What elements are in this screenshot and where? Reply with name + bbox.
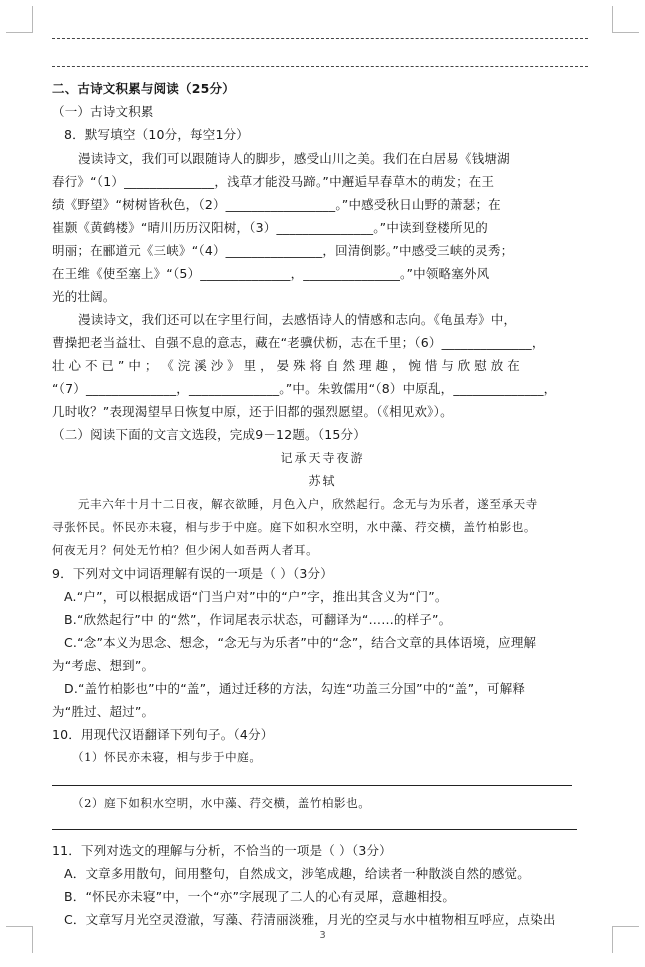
crop-mark-top-right <box>612 6 639 33</box>
question-10-sentence-2: （2）庭下如积水空明，水中藻、荇交横，盖竹柏影也。 <box>72 796 371 810</box>
question-9-option-b: B.“欣然起行”中 的“然”，作词尾表示状态，可翻译为“……的样子”。 <box>64 612 452 627</box>
q8-paragraph2-line: 几时收？”表现渴望早日恢复中原，还于旧都的强烈愿望。（《相见欢》）。 <box>52 404 453 419</box>
crop-mark-top-left <box>6 6 33 33</box>
q8-paragraph1-line: 崔颢《黄鹤楼》“晴川历历汉阳树，（3）_______________。”中读到登楼所见的 <box>52 220 488 235</box>
question-11-option-a: A．文章多用散句，间用整句，自然成文，涉笔成趣，给读者一种散淡自然的感觉。 <box>64 866 530 881</box>
q8-paragraph1-line: 绩《野望》“树树皆秋色，（2）_________________。”中感受秋日山野的萧瑟；在 <box>52 197 501 212</box>
q8-paragraph1-line: 在王维《使至塞上》“（5）______________，_______________。”中领略塞外风 <box>52 266 490 281</box>
q8-paragraph1-line: 春行》“（1）______________，浅草才能没马蹄。”中邂逅早春草木的萌发；在王 <box>52 174 495 189</box>
question-9-option-c-cont: 为“考虑、想到”。 <box>52 658 155 673</box>
question-10-sentence-1: （1）怀民亦未寝，相与步于中庭。 <box>72 750 262 764</box>
answer-line-2 <box>52 829 577 830</box>
q8-paragraph1-line: 漫读诗文，我们可以跟随诗人的脚步，感受山川之美。我们在白居易《钱塘湖 <box>78 151 510 166</box>
question-10-stem: 10．用现代汉语翻译下列句子。（4分） <box>52 727 274 742</box>
q8-paragraph2-line: 曹操把老当益壮、自强不息的意志，藏在“老骥伏枥，志在千里；（6）______________， <box>52 335 545 350</box>
question-8-title: 8．默写填空（10分，每空1分） <box>64 127 250 142</box>
q8-paragraph1-line: 明丽；在郦道元《三峡》“（4）_______________，回清倒影。”中感受三峡的灵秀； <box>52 243 514 258</box>
passage-line: 何夜无月？何处无竹柏？但少闲人如吾两人者耳。 <box>52 543 319 557</box>
question-11-option-c: C．文章写月光空灵澄澈，写藻、荇清丽淡雅，月光的空灵与水中植物相互呼应，点染出 <box>64 912 556 927</box>
question-9-option-c: C.“念”本义为思念、想念，“念无与为乐者”中的“念”，结合文章的具体语境，应理解 <box>64 635 537 650</box>
passage-title: 记承天寺夜游 <box>280 451 365 465</box>
passage-line: 寻张怀民。怀民亦未寝，相与步于中庭。庭下如积水空明，水中藻、荇交横，盖竹柏影也。 <box>52 520 536 534</box>
q8-paragraph1-line: 光的壮阔。 <box>52 289 116 304</box>
q8-paragraph2-line: 漫读诗文，我们还可以在字里行间，去感悟诗人的情感和志向。《龟虽寿》中， <box>78 312 517 327</box>
answer-line-1 <box>52 785 572 786</box>
section-heading: 二、古诗文积累与阅读（25分） <box>52 81 235 96</box>
question-9-option-a: A.“户”，可以根据成语“门当户对”中的“户”字，推出其含义为“门”。 <box>64 589 448 604</box>
answer-dashed-line-1 <box>52 38 588 39</box>
subsection-2-heading: （二）阅读下面的文言文选段，完成9－12题。（15分） <box>52 427 366 442</box>
question-9-option-d-cont: 为“胜过、超过”。 <box>52 704 155 719</box>
question-9-option-d: D.“盖竹柏影也”中的“盖”，通过迁移的方法，勾连“功盖三分国”中的“盖”，可解释 <box>64 681 526 696</box>
passage-author: 苏轼 <box>308 474 337 488</box>
passage-line: 元丰六年十月十二日夜，解衣欲睡，月色入户，欣然起行。念无与为乐者，遂至承天寺 <box>78 497 538 511</box>
subsection-1-heading: （一）古诗文积累 <box>52 104 154 119</box>
question-11-stem: 11．下列对选文的理解与分析，不恰当的一项是（ ）（3分） <box>52 843 392 858</box>
q8-paragraph2-line: 壮 心 不 已 ” 中 ； 《 浣 溪 沙 》 里 ， 晏 殊 将 自 然 理 趣 ， 惋 惜 与 欣 慰 放 在 <box>52 358 520 373</box>
q8-paragraph2-line: “（7）______________，______________。”中。朱敦儒用“（8）中原乱，______________， <box>52 381 557 396</box>
question-9-stem: 9．下列对文中词语理解有误的一项是（ ）（3分） <box>52 566 333 581</box>
page-number: 3 <box>319 930 326 941</box>
question-11-option-b: B．“怀民亦未寝”中，一个“亦”字展现了二人的心有灵犀，意趣相投。 <box>64 889 456 904</box>
answer-dashed-line-2 <box>52 66 588 67</box>
